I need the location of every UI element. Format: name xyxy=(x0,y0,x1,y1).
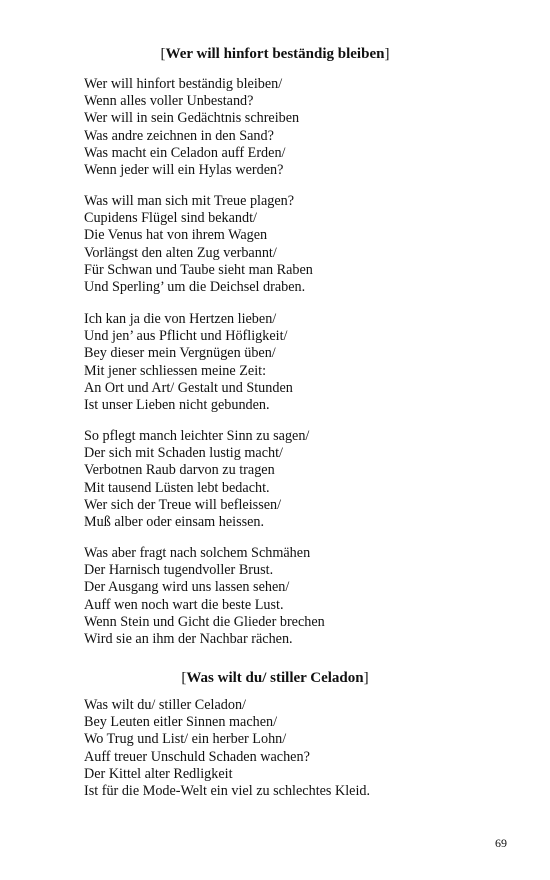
stanza-3 xyxy=(84,311,524,414)
verse-line: Ist für die Mode-Welt ein viel zu schlechtes Kleid. xyxy=(84,783,371,800)
verse-line: Die Venus hat von ihrem Wagen xyxy=(84,227,268,244)
verse-line: Bey dieser mein Vergnügen üben/ xyxy=(84,345,276,362)
verse-line: Wenn jeder will ein Hylas werden? xyxy=(84,162,284,179)
verse-line: Der Harnisch tugendvoller Brust. xyxy=(84,562,274,579)
verse-line: Bey Leuten eitler Sinnen machen/ xyxy=(84,714,278,731)
verse-line: Und jen’ aus Pflicht und Höfligkeit/ xyxy=(84,328,288,345)
verse-line: Was andre zeichnen in den Sand? xyxy=(84,127,274,144)
verse-line: Cupidens Flügel sind bekandt/ xyxy=(84,210,258,227)
verse-line: An Ort und Art/ Gestalt und Stunden xyxy=(84,379,293,396)
verse-line: Verbotnen Raub darvon zu tragen xyxy=(84,462,275,479)
verse-line: Auff treuer Unschuld Schaden wachen? xyxy=(84,748,310,765)
verse-line: Der Kittel alter Redligkeit xyxy=(84,765,233,782)
verse-line: Wird sie an ihm der Nachbar rächen. xyxy=(84,631,293,648)
stanza-2 xyxy=(84,193,524,296)
poem-title-1: [Wer will hinfort beständig bleiben] xyxy=(160,46,390,62)
verse-line: Wenn Stein und Gicht die Glieder brechen xyxy=(84,613,325,630)
verse-line: Was will man sich mit Treue plagen? xyxy=(84,193,295,209)
verse-line: Was macht ein Celadon auff Erden/ xyxy=(84,144,286,161)
verse-line: Was wilt du/ stiller Celadon/ xyxy=(84,697,246,713)
verse-line: So pflegt manch leichter Sinn zu sagen/ xyxy=(84,428,310,444)
verse-line: Auff wen noch wart die beste Lust. xyxy=(84,596,284,613)
verse-line: Ist unser Lieben nicht gebunden. xyxy=(84,397,270,414)
verse-line: Für Schwan und Taube sieht man Raben xyxy=(84,261,313,278)
verse-line: Vorlängst den alten Zug verbannt/ xyxy=(84,244,277,261)
verse-line: Der sich mit Schaden lustig macht/ xyxy=(84,445,283,462)
verse-line: Wer sich der Treue will befleissen/ xyxy=(84,496,282,513)
verse-line: Wer will hinfort beständig bleiben/ xyxy=(84,76,283,92)
stanza-4 xyxy=(84,428,524,531)
verse-line: Muß alber oder einsam heissen. xyxy=(84,514,265,531)
verse-line: Und Sperling’ um die Deichsel draben. xyxy=(84,279,306,296)
verse-line: Mit jener schliessen meine Zeit: xyxy=(84,362,267,379)
poem-title-2: [Was wilt du/ stiller Celadon] xyxy=(181,670,369,686)
stanza-5 xyxy=(84,545,524,648)
verse-line: Wo Trug und List/ ein herber Lohn/ xyxy=(84,731,287,748)
verse-line: Was aber fragt nach solchem Schmähen xyxy=(84,545,311,561)
stanza-6 xyxy=(84,697,524,800)
stanza-1 xyxy=(84,76,524,179)
verse-line: Wer will in sein Gedächtnis schreiben xyxy=(84,110,300,127)
verse-line: Wenn alles voller Unbestand? xyxy=(84,93,254,110)
verse-line: Ich kan ja die von Hertzen lieben/ xyxy=(84,311,277,327)
page-number: 69 xyxy=(495,836,507,850)
verse-line: Der Ausgang wird uns lassen sehen/ xyxy=(84,579,290,596)
verse-line: Mit tausend Lüsten lebt bedacht. xyxy=(84,479,270,496)
